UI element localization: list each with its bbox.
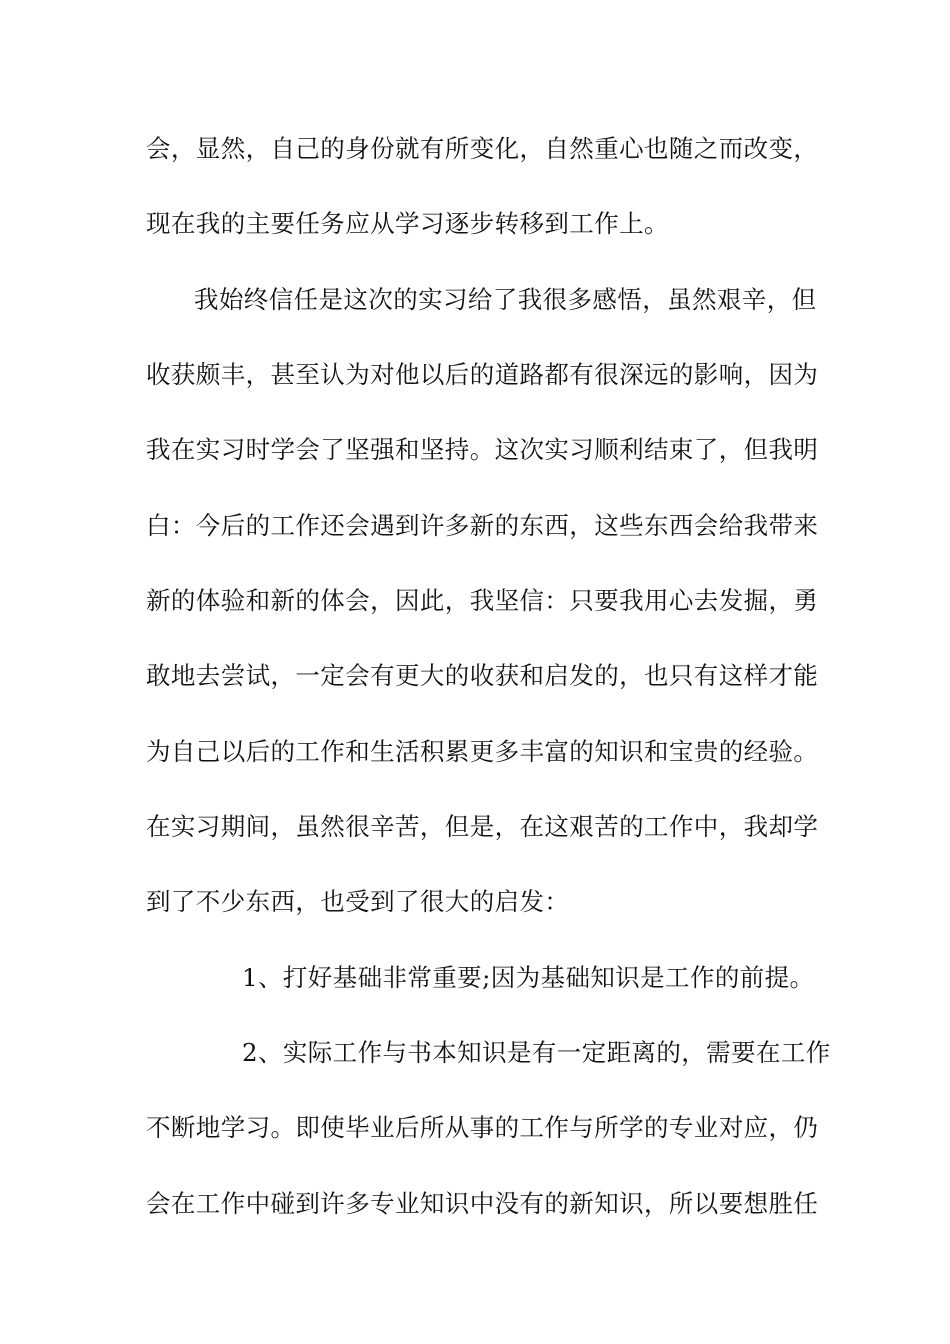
text-line: 到了不少东西，也受到了很大的启发： [146,887,570,916]
text-line: 不断地学习。即使毕业后所从事的工作与所学的专业对应，仍 [146,1113,819,1142]
list-item-1: 1、打好基础非常重要;因为基础知识是工作的前提。 [242,963,815,992]
text-line: 现在我的主要任务应从学习逐步转移到工作上。 [146,209,669,238]
text-line: 白：今后的工作还会遇到许多新的东西，这些东西会给我带来 [146,511,819,540]
list-item-2: 2、实际工作与书本知识是有一定距离的，需要在工作 [242,1038,831,1067]
text-line: 我在实习时学会了坚强和坚持。这次实习顺利结束了，但我明 [146,435,819,464]
text-line: 会在工作中碰到许多专业知识中没有的新知识，所以要想胜任 [146,1189,819,1218]
text-line: 在实习期间，虽然很辛苦，但是，在这艰苦的工作中，我却学 [146,812,819,841]
text-line: 收获颇丰，甚至认为对他以后的道路都有很深远的影响，因为 [146,360,819,389]
text-line: 会，显然，自己的身份就有所变化，自然重心也随之而改变， [146,134,819,163]
paragraph-start-line: 我始终信任是这次的实习给了我很多感悟，虽然艰辛，但 [194,285,817,314]
text-line: 新的体验和新的体会，因此，我坚信：只要我用心去发掘，勇 [146,586,819,615]
text-line: 为自己以后的工作和生活积累更多丰富的知识和宝贵的经验。 [146,737,819,766]
text-line: 敢地去尝试，一定会有更大的收获和启发的，也只有这样才能 [146,661,819,690]
